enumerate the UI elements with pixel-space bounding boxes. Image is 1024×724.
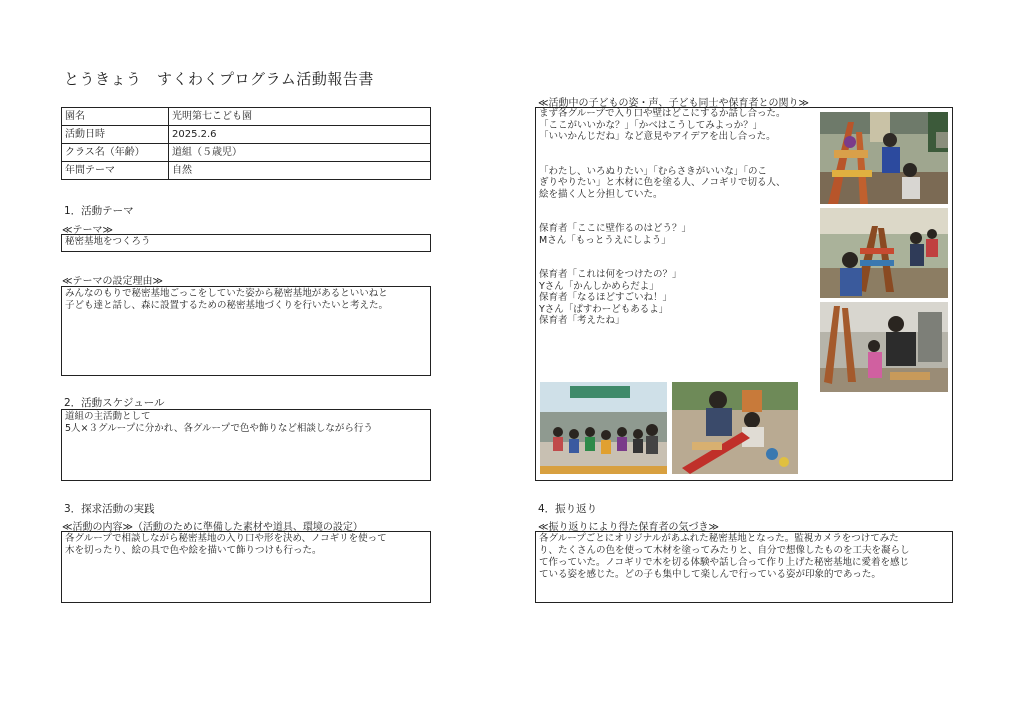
photo-group <box>540 382 667 474</box>
report-title: とうきょう すくわくプログラム活動報告書 <box>64 70 374 88</box>
info-value: 自然 <box>169 162 431 180</box>
theme-label: ≪テーマ≫ <box>62 225 113 236</box>
info-label: 年間テーマ <box>62 162 169 180</box>
reason-label: ≪テーマの設定理由≫ <box>62 276 163 287</box>
info-label: クラス名（年齢） <box>62 144 169 162</box>
schedule-box: 道組の主活動として 5人×３グループに分かれ、各グループで色や飾りなど相談しながら行う <box>61 409 431 481</box>
content-label: ≪活動の内容≫（活動のために準備した素材や道具、環境の設定） <box>62 522 363 533</box>
reflection-label: ≪振り返りにより得た保育者の気づき≫ <box>538 522 719 533</box>
section3-heading: 3．探求活動の実践 <box>64 503 155 515</box>
info-value: 光明第七こども園 <box>169 108 431 126</box>
info-table <box>61 107 431 180</box>
photo-structure <box>820 208 948 298</box>
info-row <box>62 108 431 126</box>
reflection-box: 各グループごとにオリジナルがあふれた秘密基地となった。監視カメラをつけてみた り、たくさんの色を使って木材を塗ってみたりと、自分で想像したものを工夫を凝らし て作っていた。ノコギリで木を切る体験や話し合って作り上げた秘密基地に愛着を感じ ている姿を感じた。どの子も集中して楽しんで行っている姿が印象的であった。 <box>535 531 953 603</box>
info-row <box>62 126 431 144</box>
section2-heading: 2．活動スケジュール <box>64 397 165 409</box>
reason-box: みんなのもりで秘密基地ごっこをしていた姿から秘密基地があるといいねと 子ども達と話し、森に設置するための秘密基地づくりを行いたいと考えた。 <box>61 286 431 376</box>
observation-text: まず各グループで入り口や壁はどこにするか話し合った。 「ここがいいかな？」「かべはこうしてみよっか？」 「いいかんじだね」など意見やアイデアを出し合った。 「わたし、いろぬりたい」「むらさきがいいな」「のこ ぎりやりたい」と木材に色を塗る人、ノコギリで切る人、 絵を描く人と分担していた。 保育者「ここに壁作るのはどう？」 Mさん「もっとうえにしよう」 保育者「これは何をつけたの？」 Yさん「かんしかめらだよ」 保育者「なるほどすごいね！」 Yさん「ぱすわーどもあるよ」 保育者「考えたね」 <box>539 108 786 326</box>
info-label: 園名 <box>62 108 169 126</box>
section4-heading: 4．振り返り <box>538 503 598 515</box>
right-heading: ≪活動中の子どもの姿・声、子ども同士や保育者との関り≫ <box>538 98 809 109</box>
info-row <box>62 144 431 162</box>
photo-tower <box>820 112 948 204</box>
info-row <box>62 162 431 180</box>
info-value: 道組（５歳児） <box>169 144 431 162</box>
theme-box: 秘密基地をつくろう <box>61 234 431 252</box>
info-value: 2025.2.6 <box>169 126 431 144</box>
content-box: 各グループで相談しながら秘密基地の入り口や形を決め、ノコギリを使って 木を切ったり、絵の具で色や絵を描いて飾りつけも行った。 <box>61 531 431 603</box>
photo-sawing <box>820 302 948 392</box>
section1-heading: 1．活動テーマ <box>64 205 134 217</box>
photo-painting <box>672 382 798 474</box>
info-label: 活動日時 <box>62 126 169 144</box>
